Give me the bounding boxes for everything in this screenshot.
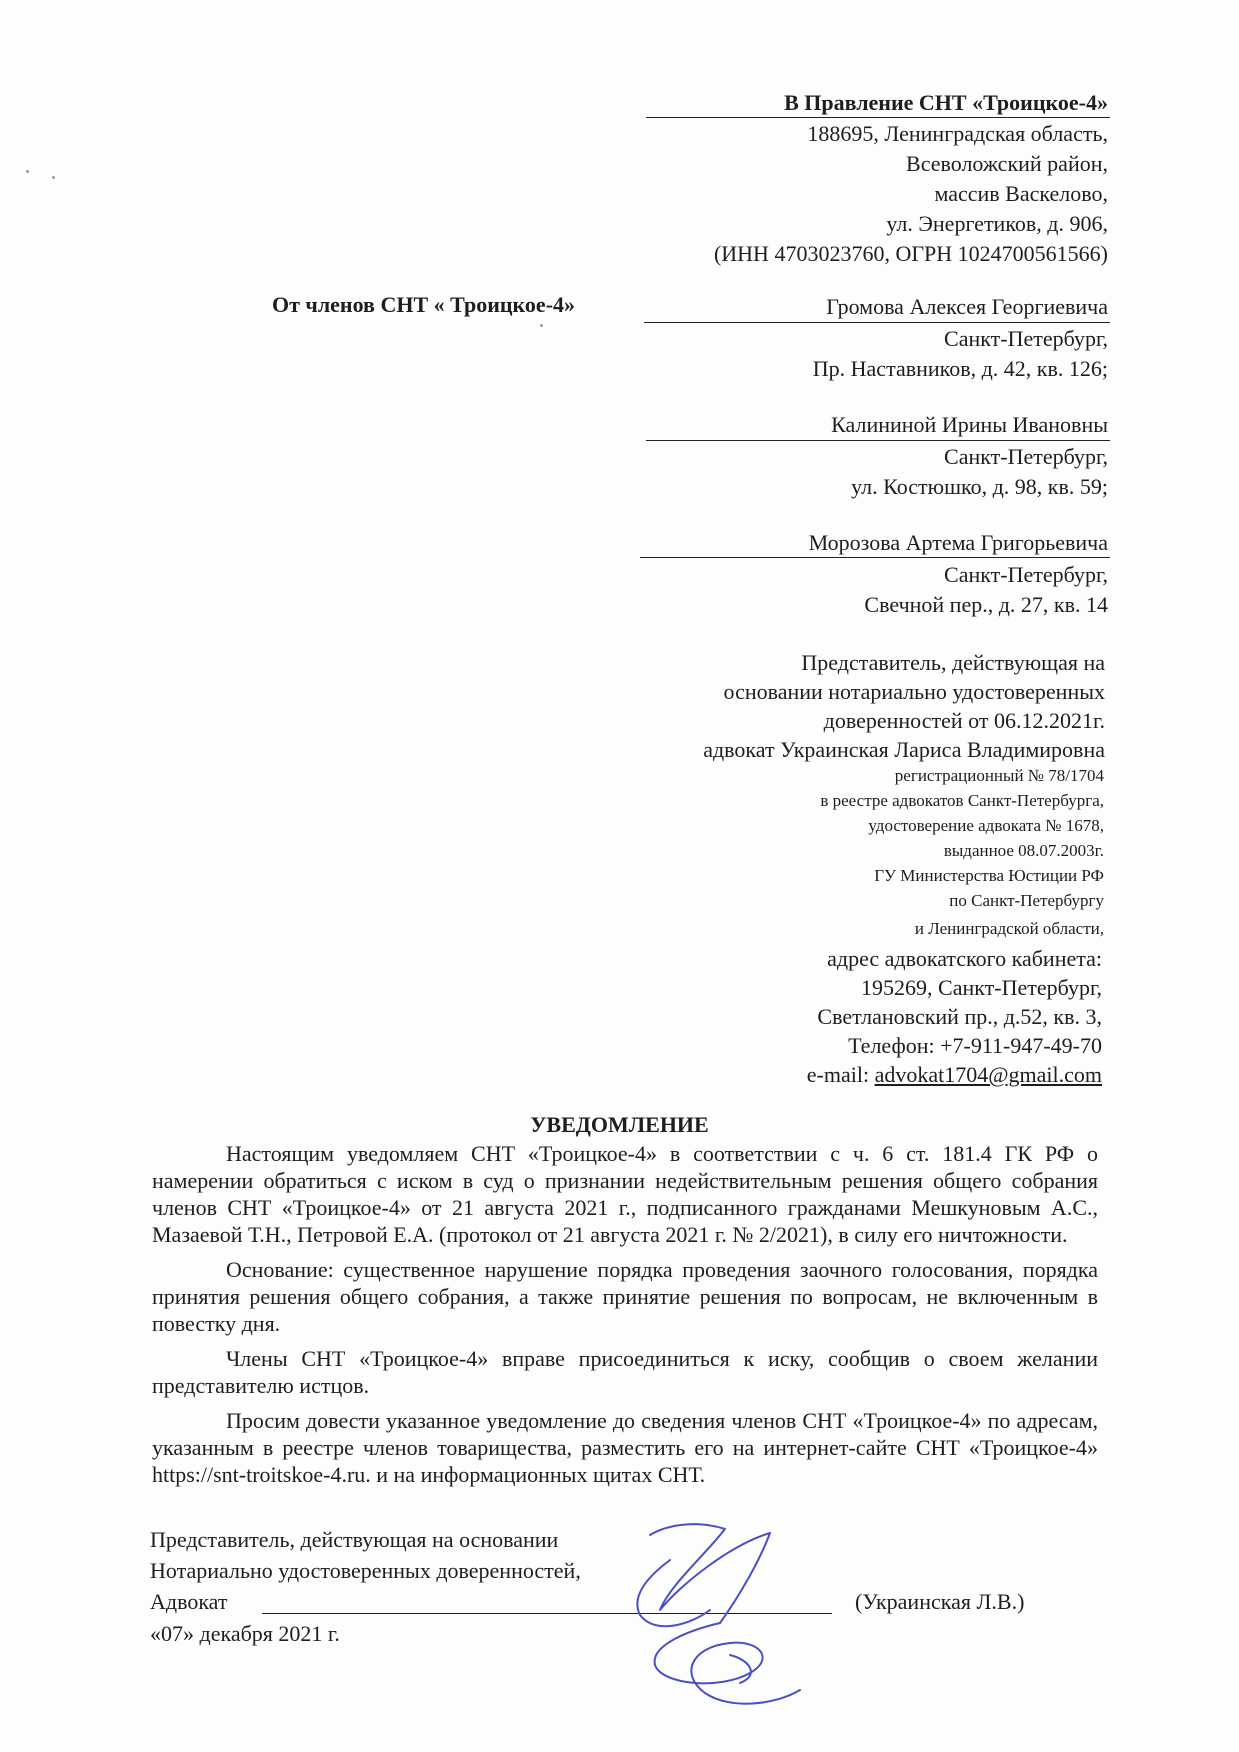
signature-line: Представитель, действующая на основании — [150, 1527, 559, 1552]
divider-line — [644, 322, 1110, 323]
sender-address: Свечной пер., д. 27, кв. 14 — [864, 592, 1108, 617]
sender-name: Громова Алексея Георгиевича — [826, 294, 1108, 319]
sender-address: Пр. Наставников, д. 42, кв. 126; — [812, 356, 1108, 381]
scan-speck — [26, 170, 29, 173]
sender-city: Санкт-Петербург, — [944, 326, 1108, 351]
scan-speck — [52, 176, 55, 179]
signature-role: Адвокат — [150, 1589, 228, 1614]
registration-line: удостоверение адвоката № 1678, — [868, 816, 1104, 835]
signer-name: (Украинская Л.В.) — [855, 1589, 1025, 1614]
handwritten-signature — [610, 1515, 840, 1715]
representative-line: доверенностей от 06.12.2021г. — [823, 708, 1105, 733]
sender-name: Калининой Ирины Ивановны — [831, 412, 1108, 437]
registration-line: регистрационный № 78/1704 — [894, 766, 1104, 785]
notice-paragraph: Члены СНТ «Троицкое-4» вправе присоединиться к иску, сообщив о своем желании представителю истцов. — [152, 1346, 1098, 1398]
registration-line: в реестре адвокатов Санкт-Петербурга, — [820, 791, 1104, 810]
representative-line: Представитель, действующая на — [801, 650, 1105, 675]
addressee-line: 188695, Ленинградская область, — [807, 121, 1108, 146]
office-line: Светлановский пр., д.52, кв. 3, — [817, 1004, 1102, 1029]
addressee-inn-ogrn: (ИНН 4703023760, ОГРН 1024700561566) — [713, 241, 1108, 266]
notice-paragraph: Настоящим уведомляем СНТ «Троицкое-4» в соответствии с ч. 6 ст. 181.4 ГК РФ о намерении обратиться с иском в суд о признании недействительным решения общего собрания членов СНТ «Троицкое-4» от 21 августа 2021 г., подписанного гражданами Мешкуновым А.С., Мазаевой Т.Н., Петровой Е.А. (протокол от 21 августа 2021 г. № 2/2021), в силу его ничтожности. — [152, 1141, 1098, 1247]
divider-line — [646, 117, 1110, 118]
scan-speck — [540, 324, 543, 327]
office-email — [807, 1060, 1102, 1090]
divider-line — [646, 440, 1110, 441]
addressee-title: В Правление СНТ «Троицкое-4» — [784, 90, 1108, 115]
office-phone: Телефон: +7-911-947-49-70 — [848, 1033, 1102, 1058]
sender-city: Санкт-Петербург, — [944, 562, 1108, 587]
representative-name: адвокат Украинская Лариса Владимировна — [703, 737, 1105, 762]
registration-line: выданное 08.07.2003г. — [943, 841, 1104, 860]
office-line: 195269, Санкт-Петербург, — [861, 975, 1102, 1000]
from-label: От членов СНТ « Троицкое-4» — [272, 292, 576, 317]
sender-name: Морозова Артема Григорьевича — [808, 530, 1108, 555]
notice-title: УВЕДОМЛЕНИЕ — [530, 1112, 709, 1137]
sender-address: ул. Костюшко, д. 98, кв. 59; — [851, 474, 1108, 499]
addressee-line: ул. Энергетиков, д. 906, — [886, 211, 1108, 236]
representative-line: основании нотариально удостоверенных — [723, 679, 1105, 704]
sender-city: Санкт-Петербург, — [944, 444, 1108, 469]
addressee-line: Всеволожский район, — [906, 151, 1108, 176]
email-link[interactable]: advokat1704@gmail.com — [874, 1062, 1102, 1087]
registration-line: по Санкт-Петербургу — [949, 891, 1104, 910]
office-line: адрес адвокатского кабинета: — [827, 946, 1102, 971]
signature-line: Нотариально удостоверенных доверенностей, — [150, 1558, 581, 1583]
notice-paragraph: Основание: существенное нарушение порядка проведения заочного голосования, порядка принятия решения общего собрания, а также принятие решения по вопросам, не включенным в повестку дня. — [152, 1257, 1098, 1336]
email-label: e-mail: — [806, 1062, 875, 1087]
divider-line — [640, 557, 1110, 558]
addressee-line: массив Васкелово, — [934, 181, 1108, 206]
notice-body — [152, 1140, 1098, 1496]
registration-line: и Ленинградской области, — [914, 919, 1104, 938]
registration-line: ГУ Министерства Юстиции РФ — [874, 866, 1104, 885]
signature-date: «07» декабря 2021 г. — [150, 1621, 340, 1646]
notice-paragraph: Просим довести указанное уведомление до сведения членов СНТ «Троицкое-4» по адресам, указанным в реестре членов товарищества, разместить его на интернет-сайте СНТ «Троицкое-4» https://snt-troitskoe-4.ru. и на информационных щитах СНТ. — [152, 1408, 1098, 1487]
